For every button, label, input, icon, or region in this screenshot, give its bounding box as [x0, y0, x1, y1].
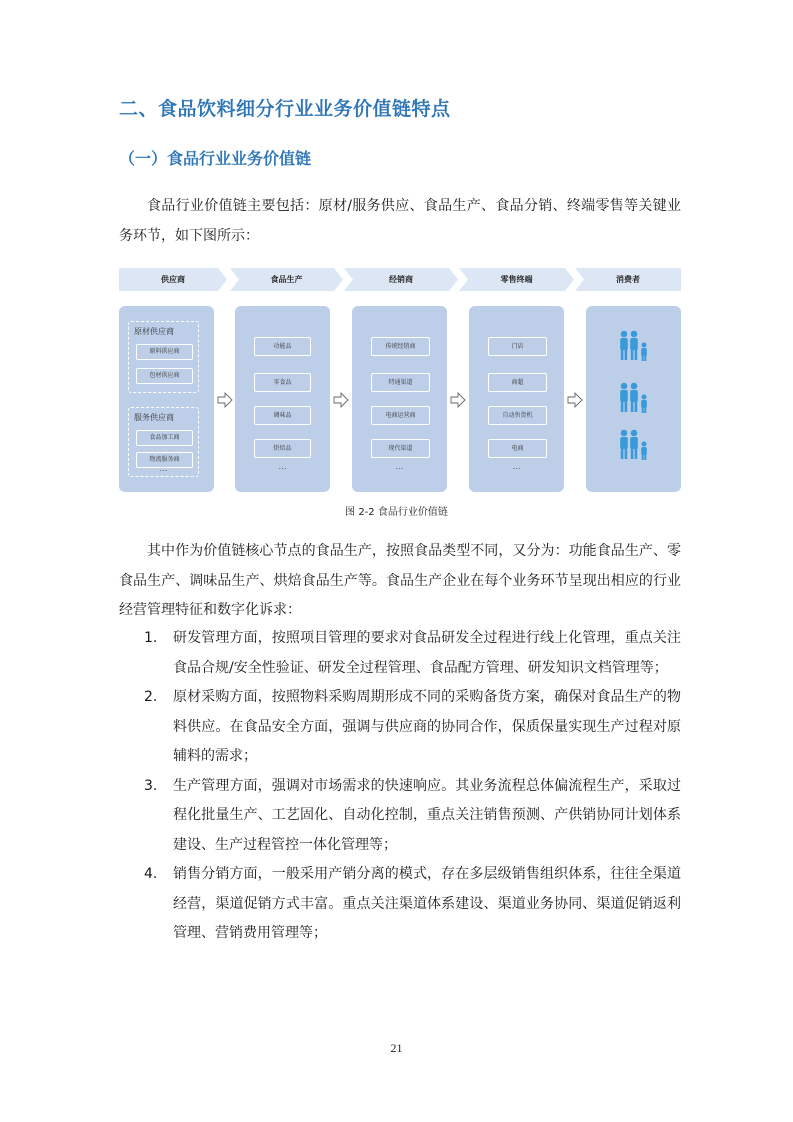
list-text: 生产管理方面，强调对市场需求的快速响应。其业务流程总体偏流程生产，采取过程化批量生产、工艺固化、自动化控制，重点关注销售预测、产供销协同计划体系建设、生产过程管控一体化管理等；: [173, 777, 681, 853]
page-number: 21: [390, 1041, 403, 1055]
production-item: 零食品: [254, 373, 311, 392]
service-supplier-group: [128, 407, 199, 477]
intro-paragraph: 食品行业价值链主要包括：原材/服务供应、食品生产、食品分销、终端零售等关键业务环节，如下图所示：: [119, 198, 681, 244]
list-number: 3.: [144, 777, 158, 794]
arrow-right-icon: [217, 392, 233, 408]
ellipsis: …: [159, 464, 168, 473]
consumer-column: [586, 306, 681, 492]
raw-material-supplier-group: [128, 321, 199, 393]
stage-label: 经销商: [389, 275, 413, 284]
arrow-right-icon: [567, 392, 583, 408]
section-heading: 二、食品饮料细分行业业务价值链特点: [119, 98, 451, 120]
retail-item: 自动售货机: [488, 406, 547, 425]
family-icon: [617, 428, 651, 462]
ellipsis: …: [512, 462, 521, 471]
distributor-column: [352, 306, 447, 492]
figure-caption: 图 2-2 食品行业价值链: [345, 507, 448, 518]
numbered-list: [119, 624, 681, 949]
distributor-item: 现代渠道: [371, 439, 430, 458]
distributor-item: 传统经销商: [371, 337, 430, 356]
stage-header-retail: [459, 268, 574, 291]
list-item: [119, 860, 681, 949]
family-icon: [617, 329, 651, 363]
stage-header-consumer: [575, 268, 681, 291]
distributor-item: 特通渠道: [371, 373, 430, 392]
ellipsis: …: [395, 462, 404, 471]
list-text: 原材采购方面，按照物料采购周期形成不同的采购备货方案，确保对食品生产的物料供应。在食品安全方面，强调与供应商的协同合作，保质保量实现生产过程对原辅料的需求；: [173, 689, 681, 764]
list-text: 研发管理方面，按照项目管理的要求对食品研发全过程进行线上化管理，重点关注食品合规/安全性验证、研发全过程管理、食品配方管理、研发知识文档管理等；: [173, 630, 681, 676]
family-icon: [617, 381, 651, 415]
stage-header-supplier: [119, 268, 227, 291]
list-number: 1.: [144, 630, 158, 646]
list-item: [119, 624, 681, 683]
distributor-item: 电商运营商: [371, 406, 430, 425]
list-number: 4.: [144, 866, 158, 882]
production-item: 调味品: [254, 406, 311, 425]
supplier-item: 原料供应商: [136, 344, 193, 360]
stage-header-distributor: [344, 268, 458, 291]
list-number: 2.: [144, 689, 158, 705]
production-column: [235, 306, 330, 492]
list-item: [119, 683, 681, 772]
supplier-column: [119, 306, 214, 492]
production-item: 功能品: [254, 337, 311, 356]
retail-item: 电商: [488, 439, 547, 458]
group-title: 服务供应商: [134, 413, 174, 422]
retail-column: [469, 306, 564, 492]
supplier-item: 食品加工商: [136, 430, 193, 446]
stage-label: 零售终端: [500, 275, 533, 284]
stage-header-production: [230, 268, 343, 291]
supplier-item: 物流服务商: [136, 452, 193, 468]
group-title: 原材供应商: [134, 327, 174, 336]
subsection-heading: （一）食品行业业务价值链: [119, 149, 312, 168]
stage-label: 食品生产: [270, 275, 303, 284]
retail-item: 门店: [488, 337, 547, 356]
body-paragraph: 其中作为价值链核心节点的食品生产，按照食品类型不同，又分为：功能食品生产、零食品生产、调味品生产、烘焙食品生产等。食品生产企业在每个业务环节呈现出相应的行业经营管理特征和数字化诉求：: [119, 543, 681, 618]
arrow-right-icon: [333, 392, 349, 408]
list-text: 销售分销方面，一般采用产销分离的模式，存在多层级销售组织体系，往往全渠道经营，渠道促销方式丰富。重点关注渠道体系建设、渠道业务协同、渠道促销返利管理、营销费用管理等；: [173, 866, 681, 941]
retail-item: 商超: [488, 373, 547, 392]
supplier-item: 包材供应商: [136, 368, 193, 384]
value-chain-figure: [119, 268, 681, 494]
ellipsis: …: [278, 462, 287, 471]
stage-label: 供应商: [161, 275, 185, 284]
list-item: [119, 772, 681, 861]
stage-label: 消费者: [616, 275, 640, 284]
production-item: 烘焙品: [254, 439, 311, 458]
arrow-right-icon: [450, 392, 466, 408]
